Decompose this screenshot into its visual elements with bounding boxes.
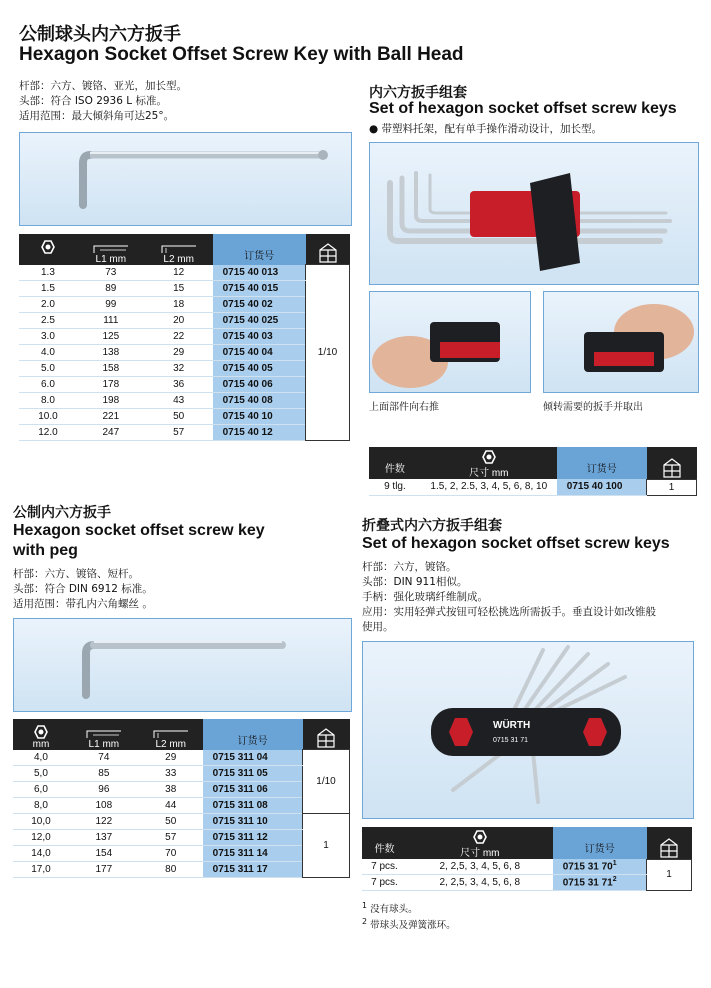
fold-title-en: Set of hexagon socket offset screw keys [362,535,670,552]
col-pack [306,234,350,265]
fold-description [362,560,702,635]
desc-line: 适用范围：最大倾斜角可达25°。 [19,110,175,122]
peg-title-en-2: with peg [13,542,78,559]
col-size [19,234,77,265]
col-l1: L1 mm [69,719,139,750]
length-l1-icon [92,244,130,254]
ballhead-key-image [20,133,351,225]
ballhead-spec-table [19,234,350,441]
desc-line: 手柄：强化玻璃纤维制成。 [362,591,488,603]
desc-line: 应用：实用轻弹式按钮可轻松挑选所需扳手。垂直设计如改锥般 [362,606,656,618]
peg-title-en-1: Hexagon socket offset screw key [13,522,265,539]
unit-cell: 1/10 [306,265,350,441]
part-label: 0715 31 71 [493,737,529,744]
desc-line: 使用。 [362,621,394,633]
table-row: 12.0 247 57 0715 40 12 [19,424,350,440]
col-size: mm [13,719,69,750]
unit-cell: 1 [647,859,692,891]
hexagon-icon [41,240,55,254]
table-row: 7 pcs. 2, 2,5, 3, 4, 5, 6, 8 0715 31 $70^1$ 1 [362,859,692,875]
package-icon [658,837,680,859]
set1-spec-table [369,447,697,496]
folding-key-set-image [363,642,693,818]
table-row: 10.0 221 50 0715 40 10 [19,408,350,424]
desc-line: 杆部：六方，镀铬。 [362,561,457,573]
col-qty: 件数 [369,447,421,479]
hand-tilt-image [544,292,698,392]
table-row: 2.5 111 20 0715 40 025 [19,312,350,328]
col-sizes: 尺寸 mm [421,447,557,479]
col-order: 订货号 [213,234,306,265]
set1-tilt-photo [543,291,699,393]
unit-cell: 1/10 [303,750,350,814]
key-set-holder-image [370,143,698,284]
ballhead-description [19,79,187,124]
desc-line: 头部：符合 ISO 2936 L 标准。 [19,95,167,107]
package-icon [315,727,337,749]
desc-line: 头部：符合 DIN 6912 标准。 [13,583,153,595]
col-pack [647,447,697,479]
col-order: 订货号 [203,719,303,750]
col-order: 订货号 [553,827,647,859]
footnote: $^2$ 带球头及弹簧涨环。 [362,917,456,932]
caption-push: 上面部件向右推 [369,402,439,413]
set1-bullet: ● 带塑料托架，配有单手操作滑动设计，加长型。 [369,123,602,135]
package-icon [661,457,683,479]
peg-key-image [14,619,351,711]
hexagon-icon [473,830,487,844]
col-l2: L2 mm [139,719,203,750]
set1-title-cn: 内六方扳手组套 [369,85,467,101]
footnote: $^1$ 没有球头。 [362,901,418,916]
table-row: 1.3 73 12 0715 40 013 1/10 [19,265,350,281]
table-row: 17,0 177 80 0715 311 17 [13,861,350,877]
hexagon-icon [34,725,48,739]
package-icon [317,242,339,264]
table-row: 12,0 137 57 0715 311 12 [13,829,350,845]
table-row: 1.5 89 15 0715 40 015 [19,280,350,296]
col-l1: L1 mm [77,234,145,265]
brand-label: WÜRTH [493,720,531,731]
table-row: 3.0 125 22 0715 40 03 [19,328,350,344]
peg-description [13,567,153,612]
unit-cell: 1 [303,813,350,877]
table-row: 9 tlg. 1.5, 2, 2.5, 3, 4, 5, 6, 8, 10 0715 40 100 1 [369,479,697,495]
length-l2-icon [160,244,198,254]
table-row: 7 pcs. 2, 2,5, 3, 4, 5, 6, 8 0715 31 $71^2$ [362,875,692,891]
col-order: 订货号 [557,447,647,479]
page-title-en: Hexagon Socket Offset Screw Key with Ball Head [19,44,464,65]
fold-set-photo [362,641,694,819]
table-row: 4.0 138 29 0715 40 04 [19,344,350,360]
desc-line: 杆部：六方、镀铬、亚光，加长型。 [19,80,187,92]
fold-title-cn: 折叠式内六方扳手组套 [362,518,502,534]
table-row: 10,0 122 50 0715 311 10 1 [13,813,350,829]
table-row: 4,0 74 29 0715 311 04 1/10 [13,750,350,766]
peg-key-photo [13,618,352,712]
table-row: 6.0 178 36 0715 40 06 [19,376,350,392]
col-pack [303,719,350,750]
peg-spec-table [13,719,350,878]
table-row: 14,0 154 70 0715 311 14 [13,845,350,861]
set1-holder-photo [369,142,699,285]
page-title-cn: 公制球头内六方扳手 [19,24,181,45]
col-qty: 件数 [362,827,407,859]
desc-line: 头部：DIN 911相似。 [362,576,468,588]
hexagon-icon [482,450,496,464]
table-row: 8.0 198 43 0715 40 08 [19,392,350,408]
footnotes [362,900,456,932]
table-row: 6,0 96 38 0715 311 06 [13,781,350,797]
set1-push-photo [369,291,531,393]
ballhead-key-photo [19,132,352,226]
caption-tilt: 倾转需要的扳手并取出 [543,402,643,413]
fold-spec-table [362,827,692,891]
table-row: 5.0 158 32 0715 40 05 [19,360,350,376]
unit-cell: 1 [647,479,697,495]
hand-push-image [370,292,530,392]
desc-line: 适用范围：带孔内六角螺丝 。 [13,598,153,610]
table-row: 8,0 108 44 0715 311 08 [13,797,350,813]
table-row: 2.0 99 18 0715 40 02 [19,296,350,312]
length-l1-icon [85,729,123,739]
peg-title-cn: 公制内六方扳手 [13,505,111,521]
col-pack [647,827,692,859]
col-l2: L2 mm [145,234,213,265]
desc-line: 杆部：六方、镀铬、短杆。 [13,568,139,580]
table-row: 5,0 85 33 0715 311 05 [13,765,350,781]
col-sizes: 尺寸 mm [407,827,553,859]
length-l2-icon [152,729,190,739]
set1-title-en: Set of hexagon socket offset screw keys [369,100,677,117]
